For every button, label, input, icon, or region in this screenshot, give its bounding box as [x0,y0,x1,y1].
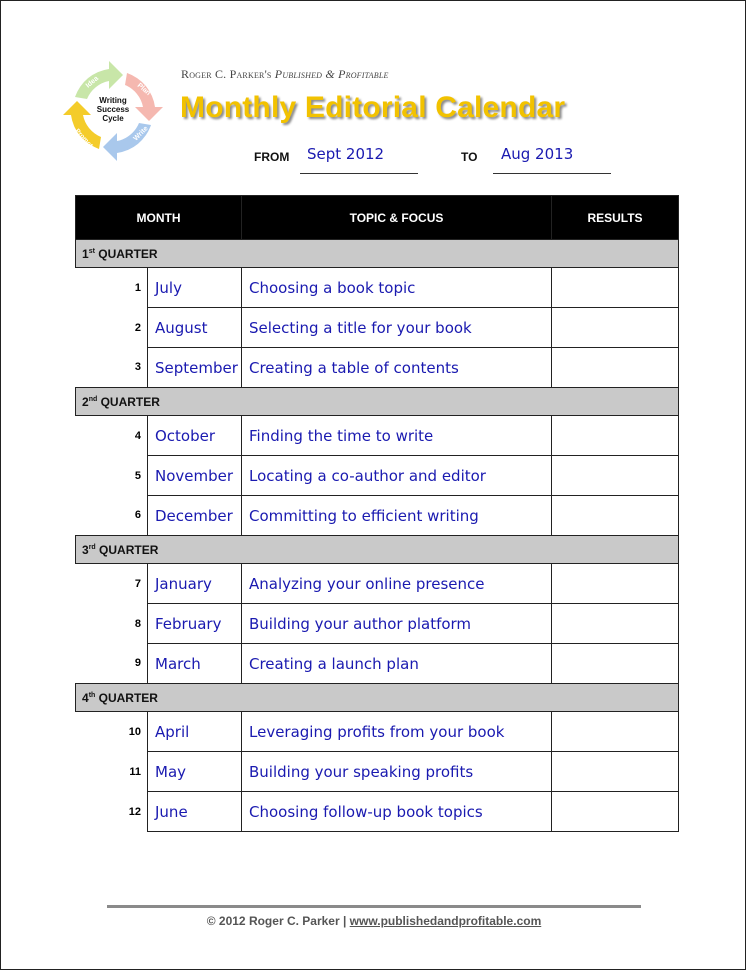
topic-cell[interactable]: Creating a table of contents [242,348,552,388]
column-header-results: RESULTS [552,196,679,240]
month-cell[interactable]: November [148,456,242,496]
topic-cell[interactable]: Building your author platform [242,604,552,644]
month-cell[interactable]: May [148,752,242,792]
column-header-topic: TOPIC & FOCUS [242,196,552,240]
table-row [76,348,679,388]
topic-cell[interactable]: Building your speaking profits [242,752,552,792]
table-row [76,604,679,644]
table-row [76,496,679,536]
month-cell[interactable]: June [148,792,242,832]
results-cell[interactable] [552,308,679,348]
month-cell[interactable]: July [148,268,242,308]
topic-cell[interactable]: Selecting a title for your book [242,308,552,348]
quarter-ordinal: 1 [82,246,89,261]
results-cell[interactable] [552,496,679,536]
quarter-row [76,388,679,416]
quarter-word: QUARTER [99,542,159,557]
table-row [76,752,679,792]
quarter-row [76,684,679,712]
quarter-ordinal-suffix: st [88,247,95,255]
footer-url-link[interactable]: www.publishedandprofitable.com [349,914,542,928]
logo-arrow-plan: Plan [135,82,152,98]
quarter-ordinal: 3 [82,542,89,557]
from-label: FROM [254,150,290,164]
page-title: Monthly Editorial Calendar [180,91,566,124]
topic-cell[interactable]: Creating a launch plan [242,644,552,684]
table-row [76,308,679,348]
results-cell[interactable] [552,564,679,604]
row-number: 11 [76,752,148,792]
results-cell[interactable] [552,752,679,792]
row-number: 5 [76,456,148,496]
table-row [76,456,679,496]
month-cell[interactable]: February [148,604,242,644]
results-cell[interactable] [552,644,679,684]
month-cell[interactable]: March [148,644,242,684]
quarter-row [76,240,679,268]
logo-arrow-idea: Idea [84,75,101,90]
row-number: 12 [76,792,148,832]
month-cell[interactable]: October [148,416,242,456]
topic-cell[interactable]: Leveraging profits from your book [242,712,552,752]
topic-cell[interactable]: Locating a co-author and editor [242,456,552,496]
row-number: 10 [76,712,148,752]
logo-line-1: Writing [99,96,127,105]
quarter-label [76,536,679,564]
row-number: 3 [76,348,148,388]
results-cell[interactable] [552,268,679,308]
row-number: 4 [76,416,148,456]
table-row [76,268,679,308]
row-number: 9 [76,644,148,684]
to-label: TO [461,150,478,164]
quarter-ordinal-suffix: rd [88,543,96,551]
logo-line-3: Cycle [102,114,124,123]
row-number: 2 [76,308,148,348]
month-cell[interactable]: April [148,712,242,752]
results-cell[interactable] [552,416,679,456]
topic-cell[interactable]: Choosing follow-up book topics [242,792,552,832]
quarter-ordinal-suffix: nd [88,395,98,403]
byline-publication: Published & Profitable [274,67,389,81]
table-row [76,792,679,832]
from-value[interactable]: Sept 2012 [307,145,385,163]
month-cell[interactable]: September [148,348,242,388]
row-number: 1 [76,268,148,308]
to-underline [493,173,611,174]
results-cell[interactable] [552,792,679,832]
logo-arrow-write: Write [132,125,150,143]
topic-cell[interactable]: Committing to efficient writing [242,496,552,536]
quarter-label [76,388,679,416]
quarter-word: QUARTER [98,690,158,705]
topic-cell[interactable]: Choosing a book topic [242,268,552,308]
logo-arrow-promote: Promote [73,127,97,152]
quarter-label [76,240,679,268]
byline [181,67,389,82]
topic-cell[interactable]: Finding the time to write [242,416,552,456]
table-row [76,416,679,456]
results-cell[interactable] [552,604,679,644]
quarter-row [76,536,679,564]
results-cell[interactable] [552,456,679,496]
logo-line-2: Success [96,105,130,114]
to-value[interactable]: Aug 2013 [501,145,574,163]
footer [107,914,641,928]
table-row [76,564,679,604]
results-cell[interactable] [552,348,679,388]
footer-copyright: © 2012 Roger C. Parker | [206,914,350,928]
month-cell[interactable]: January [148,564,242,604]
writing-success-cycle-logo [57,55,169,167]
column-header-month: MONTH [76,196,242,240]
results-cell[interactable] [552,712,679,752]
from-underline [300,173,418,174]
month-cell[interactable]: December [148,496,242,536]
month-cell[interactable]: August [148,308,242,348]
quarter-ordinal: 2 [82,394,89,409]
quarter-word: QUARTER [100,394,160,409]
quarter-word: QUARTER [98,246,158,261]
table-header-row [76,196,679,240]
footer-divider [107,905,641,908]
quarter-label [76,684,679,712]
quarter-ordinal-suffix: th [88,691,96,699]
table-row [76,712,679,752]
table-row [76,644,679,684]
row-number: 8 [76,604,148,644]
byline-author: Roger C. Parker's [181,67,272,81]
topic-cell[interactable]: Analyzing your online presence [242,564,552,604]
quarter-ordinal: 4 [82,690,89,705]
calendar-table [75,195,679,832]
row-number: 6 [76,496,148,536]
row-number: 7 [76,564,148,604]
